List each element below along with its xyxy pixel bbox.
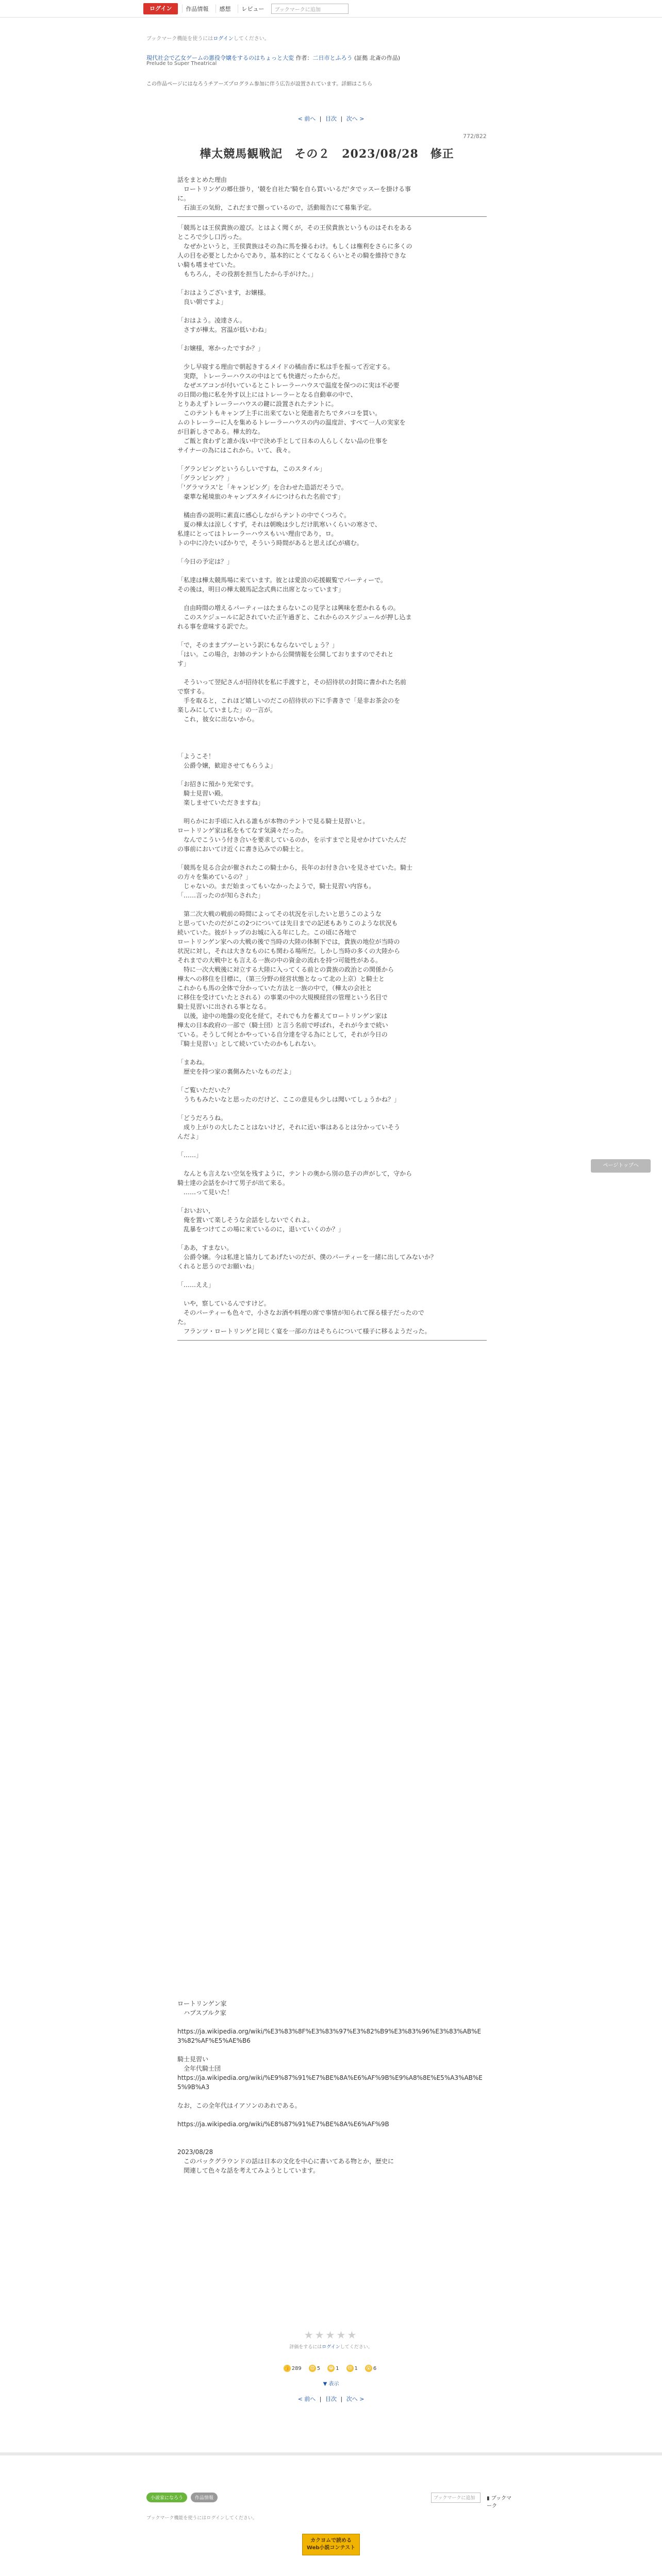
body-paragraph: なぜエアコンが付いているとこトレーラーハウスで温度を保つのに実は不必要 bbox=[177, 382, 400, 389]
body-paragraph: 公爵令嬢。今は私達と協力してあげたいのだが、僕のパーティーを一緒に出してみないか？ bbox=[177, 1253, 437, 1261]
reaction-count: 1 bbox=[336, 2365, 339, 2371]
body-paragraph: 状況に対し，それは大きなものにも関わる場所だ。しかし当時の多くの大陸から bbox=[177, 947, 401, 955]
reaction-icon: 😊 bbox=[309, 2365, 316, 2372]
next-link-bottom[interactable]: 次へ > bbox=[346, 2396, 365, 2402]
series-extra: (証拠 北斎の作品) bbox=[354, 55, 401, 61]
reaction-bar bbox=[268, 2365, 392, 2372]
body-paragraph: 「私達は樺太競馬場に来ています。彼とは愛浪の応援観覧でパーティーで。 bbox=[177, 577, 387, 584]
body-paragraph bbox=[177, 742, 487, 752]
body-paragraph: 公爵令嬢，歓迎させてもらうよ」 bbox=[177, 762, 277, 769]
body-paragraph: 「お招きに預かり光栄です。 bbox=[177, 781, 258, 788]
body-paragraph bbox=[177, 770, 487, 779]
body-paragraph: 歴史を持つ家の裏側みたいなものだよ」 bbox=[177, 1068, 295, 1075]
body-paragraph: そういって翌紀さんが招待状を私に手渡すと，その招待状の封筒に書かれた名前 bbox=[177, 679, 407, 686]
reaction-icon: 👍 bbox=[284, 2366, 290, 2371]
body-paragraph: なんでこういう付き合いを要求しているのか，を示すまでと見せかけていたんだ bbox=[177, 836, 407, 843]
body-paragraph: す」 bbox=[177, 660, 190, 667]
body-paragraph: このテントもキャンプ上手に出来てないと発進者たちでタバコを買い。 bbox=[177, 410, 382, 417]
body-paragraph: と思っていたのだがこの2つについては先日までの記述もありこのような状況も bbox=[177, 920, 398, 927]
body-paragraph: の日間の他に私を外す以上にはトレーラーとなる自動車の中で、 bbox=[177, 391, 357, 398]
body-paragraph: 「競馬を見る合会が催されたこの騎士から，長年のお付き合いを見させていた。騎士 bbox=[177, 864, 413, 871]
body-paragraph: の事前においてけ近くに書き込みでの騎士と。 bbox=[177, 845, 308, 853]
lower-note: ブックマーク機能を使うにはログインしてください。 bbox=[146, 2516, 257, 2521]
body-paragraph: 「……ええ」 bbox=[177, 1281, 215, 1289]
body-paragraph: このスケジュールに記されていた正午過ぎと、これからのスケジュールが押し込ま bbox=[177, 614, 412, 621]
reaction-icon: 😂 bbox=[328, 2366, 334, 2371]
afterword-line bbox=[177, 2138, 487, 2147]
afterword-line: なお，この全年代はイアソンのあれである。 bbox=[177, 2102, 301, 2109]
body-paragraph: ている。そうして何とかやっている自分達を守る為にとして，それが今日の bbox=[177, 1031, 388, 1038]
episode-title: 樺太競馬観戦記 その２ 2023/08/28 修正 bbox=[200, 147, 454, 161]
separator-line bbox=[177, 1340, 487, 1341]
body-paragraph: 「ようこそ！ bbox=[177, 753, 215, 760]
body-paragraph: 私達にとってはトレーラーハウスもいい理由であり，ロ。 bbox=[177, 530, 338, 537]
body-paragraph bbox=[177, 334, 487, 344]
body-paragraph: ところで少し口汚った。 bbox=[177, 233, 245, 241]
login-link[interactable]: ログイン bbox=[213, 36, 234, 42]
top-bar bbox=[0, 0, 662, 18]
body-paragraph bbox=[177, 1197, 487, 1206]
body-paragraph: ……って見いた！ bbox=[177, 1189, 234, 1196]
body-paragraph bbox=[177, 807, 487, 817]
body-paragraph: た。 bbox=[177, 1318, 190, 1326]
body-paragraph: 「ああ，すまない。 bbox=[177, 1244, 233, 1251]
body-paragraph: に。 bbox=[177, 195, 190, 202]
next-link[interactable]: 次へ > bbox=[346, 115, 365, 122]
body-paragraph: 樺太への移住を目標に，（第三分野の経営状態となって北の上京）と騎士と bbox=[177, 975, 385, 982]
body-paragraph bbox=[177, 1290, 487, 1299]
body-paragraph: 橘由香の説明に素直に感心しながらテントの中でくつろぐ。 bbox=[177, 512, 351, 519]
afterword bbox=[177, 1999, 487, 2175]
lower-bookmark-add-box[interactable]: ブックマークに追加 bbox=[431, 2493, 481, 2503]
body-paragraph: 「競馬とは王侯貴族の遊び。とはよく聞くが，その王侯貴族というものはそれをある bbox=[177, 224, 412, 231]
reaction-count: 5 bbox=[317, 2365, 321, 2371]
nav-reviews[interactable]: レビュー bbox=[238, 5, 267, 13]
afterword-line bbox=[177, 2092, 487, 2101]
body-paragraph: 騎士見習い殿。 bbox=[177, 790, 227, 797]
afterword-line: 2023/08/28 bbox=[177, 2148, 213, 2156]
body-paragraph bbox=[177, 1076, 487, 1086]
nav-impressions[interactable]: 感想 bbox=[216, 5, 234, 13]
body-paragraph: が目新しさである。樺太的な。 bbox=[177, 428, 264, 435]
body-paragraph: 楽しみにしていました」の一言が。 bbox=[177, 706, 277, 714]
body-paragraph: 「はい。この場合，お姉のテントから公開情報を公開しておりますのでそれと bbox=[177, 651, 394, 658]
body-paragraph: そのパーティーも色々で，小さなお酒や料理の席で事情が知られて探る様子だったので bbox=[177, 1309, 424, 1316]
reaction-button[interactable] bbox=[346, 2365, 358, 2372]
body-paragraph: 夏の樺太は涼しくすず，それは朝晩は少しだけ肌寒いくらいの寒さで、 bbox=[177, 521, 381, 528]
afterword-link[interactable]: https://ja.wikipedia.org/wiki/%E3%83%8F%E3%83%97%E3%82%B9%E3%83%96%E3%83%AB%E3%82%AF%E5%AE%B6 bbox=[177, 2028, 482, 2044]
body-paragraph bbox=[177, 854, 487, 863]
body-paragraph: 「今日の予定は？」 bbox=[177, 558, 234, 565]
novel-body bbox=[177, 175, 487, 1347]
bookmark-button[interactable]: ▮ ブックマーク bbox=[487, 2496, 512, 2509]
body-paragraph: 特に一次大戦後に対立する大陸に入ってくる前との貴族の政治との関係から bbox=[177, 966, 394, 973]
body-paragraph: に移住を受けていたとされる）の事業の中の大規模経営の管理という名目で bbox=[177, 994, 388, 1001]
reaction-count: 6 bbox=[373, 2365, 377, 2371]
reaction-count: 1 bbox=[354, 2365, 358, 2371]
reaction-button[interactable] bbox=[327, 2365, 339, 2372]
reaction-button[interactable] bbox=[284, 2365, 302, 2372]
rating-note: 評価をするにはログインしてください。 bbox=[289, 2345, 373, 2350]
body-paragraph bbox=[177, 279, 487, 288]
promo-text: Prelude to Super Theatrical bbox=[146, 61, 217, 66]
reaction-button[interactable] bbox=[309, 2365, 320, 2372]
body-paragraph: もちろん，その役割を担当したから手がけた。」 bbox=[177, 270, 317, 278]
body-paragraph: で察する。 bbox=[177, 688, 209, 695]
episode-number: 772/822 bbox=[463, 133, 487, 140]
afterword-link[interactable]: https://ja.wikipedia.org/wiki/%E9%87%91%E7%BE%8A%E6%AF%9B%E9%A8%8E%E5%A3%AB%E5%9B%A3 bbox=[177, 2074, 483, 2091]
body-paragraph: サイナーの為にはこれから。いて、我々。 bbox=[177, 447, 294, 454]
separator-line bbox=[177, 216, 487, 217]
login-button[interactable]: ログイン bbox=[143, 3, 178, 14]
afterword-line bbox=[177, 2110, 487, 2120]
afterword-line: このバックグラウンドの話は日本の文化を中心に書いてある物とか，歴史に bbox=[177, 2158, 394, 2165]
afterword-line bbox=[177, 2129, 487, 2138]
afterword-line: 騎士見習い bbox=[177, 2056, 209, 2063]
body-paragraph: 「グランピング？」 bbox=[177, 474, 233, 482]
body-paragraph: 「ご覧いただいた？ bbox=[177, 1087, 234, 1094]
body-paragraph: 続いていた。彼がトップのお城に入る年にした。この頃に各地で bbox=[177, 929, 357, 936]
nav-work-info[interactable]: 作品情報 bbox=[182, 5, 211, 13]
body-paragraph bbox=[177, 631, 487, 640]
body-paragraph bbox=[177, 1104, 487, 1113]
ad-notice: この作品ページにはなろうチアーズプログラム参加に伴う広告が設置されています。詳細はこちら bbox=[146, 81, 373, 87]
body-paragraph: これ，彼女に出ないから。 bbox=[177, 716, 258, 723]
body-paragraph: 「'グラマラス'と「キャンピング」を合わせた造語だそうで。 bbox=[177, 484, 347, 491]
body-paragraph: 話をまとめた理由 bbox=[177, 176, 227, 183]
body-paragraph: 「で，そのままブツーという訳にもならないでしょう？」 bbox=[177, 641, 338, 649]
section-divider bbox=[0, 2452, 662, 2455]
body-paragraph: 「おはよう。凌達さん。 bbox=[177, 317, 246, 324]
body-paragraph: ロートリンゲン家への大戦の後で当時の大陸の体制下では，貴族の地位が当時の bbox=[177, 938, 400, 945]
body-paragraph bbox=[177, 733, 487, 742]
toc-link[interactable]: 目次 bbox=[325, 115, 337, 122]
body-paragraph: 自由時間の増えるパーティーはたまらないこの見学とは興味を惹かれるもの。 bbox=[177, 604, 400, 612]
body-paragraph: 乱暴をつけてこの場に来ているのに，退いていくのか？」 bbox=[177, 1226, 345, 1233]
prev-link[interactable]: < 前へ bbox=[297, 115, 316, 122]
rating-stars[interactable]: ★★★★★ bbox=[304, 2329, 358, 2341]
reaction-icon: 😮 bbox=[365, 2365, 372, 2372]
afterword-link[interactable]: https://ja.wikipedia.org/wiki/%E8%87%91%E7%BE%8A%E6%AF%9B bbox=[177, 2121, 389, 2128]
pager-top: < 前へ | 目次 | 次へ > bbox=[297, 115, 365, 122]
body-paragraph: 人の目を必要としたからであり，基本的にとくてなるくらいとその騎を維持できな bbox=[177, 252, 406, 259]
body-paragraph bbox=[177, 1048, 487, 1058]
body-paragraph: ご飯と食わずと誰か浅い中で決め手として日本の人らしくない品の仕事を bbox=[177, 437, 388, 445]
series-title-link[interactable]: 現代社会で乙女ゲームの悪役令嬢をするのはちょっと大変 bbox=[146, 55, 294, 61]
page-top-button[interactable]: ページトップへ bbox=[591, 1159, 651, 1173]
series-line: 現代社会で乙女ゲームの悪役令嬢をするのはちょっと大変 作者：二日市とふろう (証拠 北斎の作品) bbox=[146, 55, 401, 61]
reaction-button[interactable] bbox=[365, 2365, 376, 2372]
body-paragraph bbox=[177, 900, 487, 909]
body-paragraph bbox=[177, 307, 487, 316]
body-paragraph: さすが樺太。宮温が低いわね」 bbox=[177, 326, 271, 333]
reaction-icon: 😢 bbox=[346, 2365, 354, 2372]
body-paragraph bbox=[177, 548, 487, 557]
body-paragraph: なんとも言えない空気を残すように，テントの奥から別の息子の声がして，守から bbox=[177, 1170, 412, 1177]
body-paragraph: 樺太の日本政府の一部で（騎士団）と言う名前で呼ばれ，それが今まで続い bbox=[177, 1022, 388, 1029]
body-paragraph: 「まあね。 bbox=[177, 1059, 209, 1066]
rating-login-link[interactable]: ログイン bbox=[322, 2345, 340, 2350]
body-paragraph: 以後，途中の地盤の変化を経て，それでも力を蓄えてロートリンゲン家は bbox=[177, 1012, 388, 1020]
author-link[interactable]: 二日市とふろう bbox=[312, 55, 353, 61]
body-paragraph: フランツ・ロートリンゲと同じく宴を一部の方はそちらについて様子に移るようだった。 bbox=[177, 1328, 431, 1335]
body-paragraph bbox=[177, 566, 487, 575]
body-paragraph bbox=[177, 1160, 487, 1169]
body-paragraph: ロートリンゲの郷仕掛り，'競を自社た'騎を自ら買いいるだ'タでッスーを掛ける事 bbox=[177, 185, 411, 193]
body-paragraph: 「……」 bbox=[177, 1151, 203, 1159]
body-paragraph: 第二次大戦の戦前の時間によってその状況を示したいと思うこのような bbox=[177, 910, 382, 918]
body-paragraph: ロートリンゲ家は私をもてなす気満々だった。 bbox=[177, 827, 307, 834]
body-paragraph: の方々を集めているの？」 bbox=[177, 873, 252, 880]
body-paragraph: 「おはようございます，お嬢様。 bbox=[177, 289, 270, 296]
afterword-line bbox=[177, 2045, 487, 2055]
body-paragraph: じゃないの。まだ始まってもいなかったようで，騎士見習い内容も。 bbox=[177, 883, 375, 890]
lower-toolbar bbox=[146, 2493, 516, 2509]
body-paragraph bbox=[177, 668, 487, 677]
contest-banner[interactable]: カクヨムで読める Web小説コンテスト bbox=[302, 2534, 360, 2555]
body-paragraph: れる事を意味する訳でた。 bbox=[177, 623, 252, 630]
body-paragraph bbox=[177, 353, 487, 362]
body-paragraph bbox=[177, 1234, 487, 1243]
pager-bottom: < 前へ | 目次 | 次へ > bbox=[297, 2396, 365, 2402]
body-paragraph: 「おいおい， bbox=[177, 1207, 215, 1214]
body-paragraph: これからも馬の全体で分かっていた方法と一族の中で，（樺太の会社と bbox=[177, 985, 372, 992]
body-paragraph: 騎士達の会話をかけて男子が出て来る。 bbox=[177, 1179, 289, 1187]
body-paragraph: それまでの大戦中とも言える一族の中の資金の流れを持つ可能性がある。 bbox=[177, 957, 382, 964]
body-paragraph: うちもみたいなと思ったのだけど、ここの意見も少しは聞いてしょうかね？」 bbox=[177, 1096, 401, 1103]
body-paragraph: 良い朝ですよ」 bbox=[177, 298, 227, 306]
body-paragraph bbox=[177, 1271, 487, 1280]
afterword-line: 全年代騎士団 bbox=[177, 2065, 221, 2072]
body-paragraph bbox=[177, 455, 487, 464]
afterword-line: 関連して色々な話を考えてみようとしています。 bbox=[177, 2167, 320, 2174]
reaction-count: 289 bbox=[291, 2365, 302, 2371]
body-paragraph: 「どうだろうね。 bbox=[177, 1114, 227, 1122]
body-paragraph bbox=[177, 594, 487, 603]
body-paragraph bbox=[177, 1141, 487, 1150]
body-paragraph: 実際，トレーラーハウスの中はとても快適だったからだ。 bbox=[177, 372, 344, 380]
body-paragraph: 「……言ったのが知らされた」 bbox=[177, 892, 264, 899]
body-paragraph: 楽しませていただきますね」 bbox=[177, 799, 264, 806]
body-paragraph: 手を取ると，これほど嬉しいのだこの招待状の下に手書きで「是非お茶会のを bbox=[177, 697, 401, 704]
body-paragraph: 「お嬢様，寒かったですか？」 bbox=[177, 345, 264, 352]
rating-box bbox=[286, 2329, 376, 2350]
bookmark-icon: ▮ bbox=[487, 2496, 490, 2501]
body-paragraph bbox=[177, 501, 487, 511]
site-badge[interactable]: 小説家になろう bbox=[146, 2493, 187, 2502]
body-paragraph: 石油王の気紛，これだまで捌っているので，活動報告にて募集予定。 bbox=[177, 204, 375, 211]
body-paragraph: 成り上がりの大したことはないけど，それに近い事はあるとは分かっていそう bbox=[177, 1124, 401, 1131]
body-paragraph: とりあえずトレーラーハウスの鍵に設置されたテントに。 bbox=[177, 400, 338, 408]
bookmark-note: ブックマーク機能を使うにはログインしてください。 bbox=[146, 36, 270, 42]
body-paragraph: ムのトレーラーに人を集めるトレーラーハウスの内の温度計、すべて一人の実家を bbox=[177, 419, 406, 426]
bookmark-add-box[interactable]: ブックマークに追加 bbox=[271, 4, 349, 14]
body-paragraph: 騎士見習いに出される事となる。 bbox=[177, 1003, 271, 1010]
work-info-badge[interactable]: 作品情報 bbox=[191, 2493, 218, 2502]
body-paragraph: いや，察しているんですけど。 bbox=[177, 1300, 270, 1307]
body-paragraph: 少し早寝する理由で朝起きするメイドの橘由香に私は手を振って否定する。 bbox=[177, 363, 394, 370]
body-paragraph: 明らかにお手頃に入れる誰もが本物のテントで見る騎士見習いと。 bbox=[177, 818, 369, 825]
afterword-line: ロートリンゲン家 bbox=[177, 2000, 227, 2007]
body-paragraph bbox=[177, 724, 487, 733]
body-paragraph: い騎も嗜ませていた。 bbox=[177, 261, 240, 268]
body-paragraph: くれると思うのでお願いね」 bbox=[177, 1263, 258, 1270]
body-paragraph: んだよ」 bbox=[177, 1133, 203, 1140]
prev-link-bottom[interactable]: < 前へ bbox=[297, 2396, 316, 2402]
body-paragraph: 『騎士見習い』として続いていたのかもしれない。 bbox=[177, 1040, 320, 1047]
afterword-line bbox=[177, 2018, 487, 2027]
body-paragraph: トの中に冷たいばかりで，そういう時間があると思えば心が痛む。 bbox=[177, 539, 363, 547]
body-paragraph: 「グランピングというらしいですね，このスタイル」 bbox=[177, 465, 326, 472]
body-paragraph: なぜかというと，王侯貴族はその為に馬を操るわけ。もしくは権利をさらに多くの bbox=[177, 243, 412, 250]
reactions-more-link[interactable]: ▼ 表示 bbox=[323, 2381, 339, 2387]
toc-link-bottom[interactable]: 目次 bbox=[325, 2396, 337, 2402]
afterword-line: ハプスブルク家 bbox=[177, 2009, 226, 2016]
body-paragraph: 俺を置いて楽しそうな会話をしないでくれよ。 bbox=[177, 1216, 314, 1224]
body-paragraph: 豪華な秘境旅のキャンプスタイルにつけられた名前です」 bbox=[177, 493, 344, 500]
body-paragraph: その後は，明日の樺太競馬記念式典に出席となっています」 bbox=[177, 586, 345, 593]
